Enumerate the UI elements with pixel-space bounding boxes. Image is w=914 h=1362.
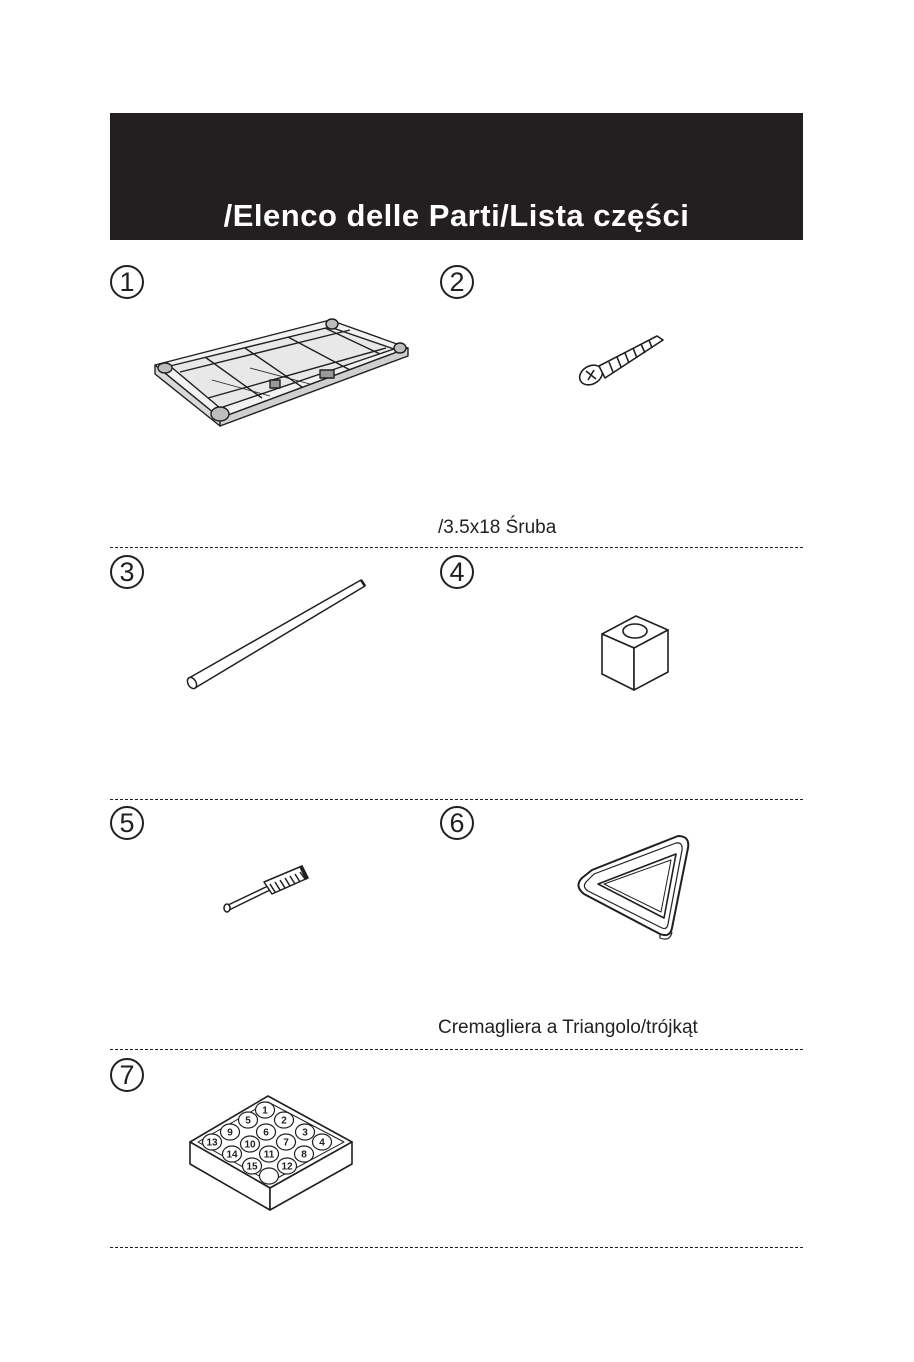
ball-number-label: 15 — [246, 1161, 258, 1173]
section-divider — [110, 1049, 803, 1050]
cue-stick-illustration — [185, 578, 370, 690]
ball-number-label: 5 — [245, 1115, 251, 1127]
part-number-badge: 4 — [440, 555, 474, 589]
part-number-badge: 2 — [440, 265, 474, 299]
ball-number-label: 12 — [281, 1161, 293, 1173]
ball-number-label: 9 — [227, 1127, 233, 1139]
ball-number-label: 14 — [226, 1149, 238, 1161]
ball-number-label: 10 — [244, 1139, 256, 1151]
part-label: Cremagliera a Triangolo/trójkąt — [438, 1017, 698, 1038]
chalk-cube-illustration — [600, 612, 670, 692]
ball-number-label: 1 — [262, 1105, 268, 1117]
triangle-rack-illustration — [572, 830, 692, 938]
ball-number-label: 2 — [281, 1115, 287, 1127]
ball-set-box-illustration — [188, 1092, 354, 1212]
part-label: /3.5x18 Śruba — [438, 517, 557, 538]
part-number-badge: 1 — [110, 265, 144, 299]
part-number-badge: 3 — [110, 555, 144, 589]
part-number-badge: 6 — [440, 806, 474, 840]
ball-number-label: 8 — [301, 1149, 307, 1161]
page-title: /Elenco delle Parti/Lista części — [223, 198, 690, 233]
billiard-ball — [260, 1168, 279, 1184]
ball-number-label: 13 — [206, 1137, 218, 1149]
section-divider — [110, 1247, 803, 1248]
parts-list-header — [110, 113, 803, 240]
ball-number-label: 4 — [319, 1137, 325, 1149]
screw-illustration — [575, 330, 667, 392]
brush-illustration — [222, 864, 312, 914]
ball-number-label: 3 — [302, 1127, 308, 1139]
ball-number-label: 11 — [263, 1149, 275, 1161]
part-number-badge: 7 — [110, 1058, 144, 1092]
part-number-badge: 5 — [110, 806, 144, 840]
ball-number-label: 6 — [263, 1127, 269, 1139]
table-frame-illustration — [150, 310, 412, 430]
section-divider — [110, 547, 803, 548]
section-divider — [110, 799, 803, 800]
ball-number-label: 7 — [283, 1137, 289, 1149]
